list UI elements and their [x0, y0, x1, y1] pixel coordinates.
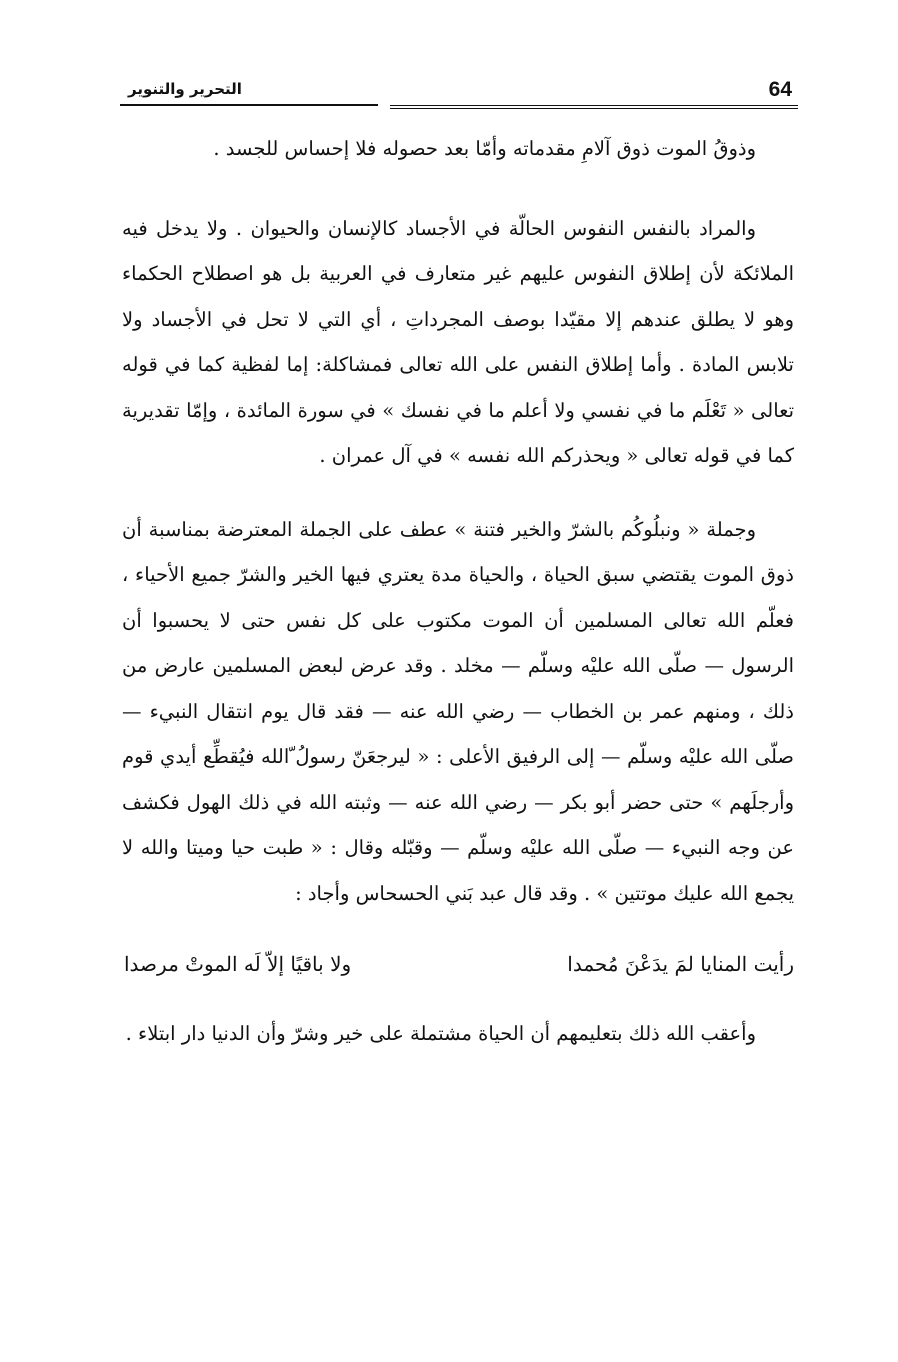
page-header: [120, 74, 798, 110]
verse-first-hemistich: رأيت المنايا لمَ يدَعْنَ مُحمدا: [567, 952, 794, 976]
header-rule-left: [120, 104, 378, 106]
page-body: [122, 126, 794, 1057]
paragraph-trial-by-good-and-evil: وجملة « ونبلُوكُم بالشرّ والخير فتنة » عطف على الجملة المعترضة بمناسبة أن ذوق الموت يقتضي سبق الحياة ، والحياة مدة يعتري فيها الخير والشرّ جميع الأحياء ، فعلّم الله تعالى المسلمين أن الموت مكتوب على كل نفس حتى لا يحسبوا أن الرسول — صلّى الله عليْه وسلّم — مخلد . وقد عرض لبعض المسلمين عارض من ذلك ، ومنهم عمر بن الخطاب — رضي الله عنه — فقد قال يوم انتقال النبيء — صلّى الله عليْه وسلّم — إلى الرفيق الأعلى : « ليرجعَنّ رسولُ ّالله فيُقطِّع أيدي قوم وأرجلَهم » حتى حضر أبو بكر — رضي الله عنه — وثبته الله في ذلك الهول فكشف عن وجه النبيء — صلّى الله عليْه وسلّم — وقبّله وقال : « طبت حيا وميتا والله لا يجمع الله عليك موتتين » . وقد قال عبد بَني الحسحاس وأجاد :: [122, 517, 794, 905]
paragraph-closing: وأعقب الله ذلك بتعليمهم أن الحياة مشتملة على خير وشرّ وأن الدنيا دار ابتلاء .: [125, 1022, 756, 1045]
verse-second-hemistich: ولا باقيًا إلاّ لَه الموتْ مرصدا: [124, 952, 352, 976]
paragraph-meaning-of-soul: والمراد بالنفس النفوس الحالّة في الأجساد كالإنسان والحيوان . ولا يدخل فيه الملائكة لأن إطلاق النفوس عليهم غير متعارف في العربية بل هو اصطلاح الحكماء وهو لا يطلق عندهم إلا مقيّدا بوصف المجرداتِ ، أي التي لا تحل في الأجساد ولا تلابس المادة . وأما إطلاق النفس على الله تعالى فمشاكلة: إما لفظية كما في قوله تعالى « تَعْلَم ما في نفسي ولا أعلم ما في نفسك » في سورة المائدة ، وإمّا تقديرية كما في قوله تعالى « ويحذركم الله نفسه » في آل عمران .: [122, 216, 794, 467]
poetry-verse: [122, 942, 794, 987]
header-rule-right: [390, 105, 798, 106]
page-number: 64: [768, 78, 792, 101]
paragraph-taste-of-death: وذوقُ الموت ذوق آلامِ مقدماته وأمّا بعد حصوله فلا إحساس للجسد .: [213, 137, 756, 160]
running-title: التحرير والتنوير: [128, 80, 242, 98]
